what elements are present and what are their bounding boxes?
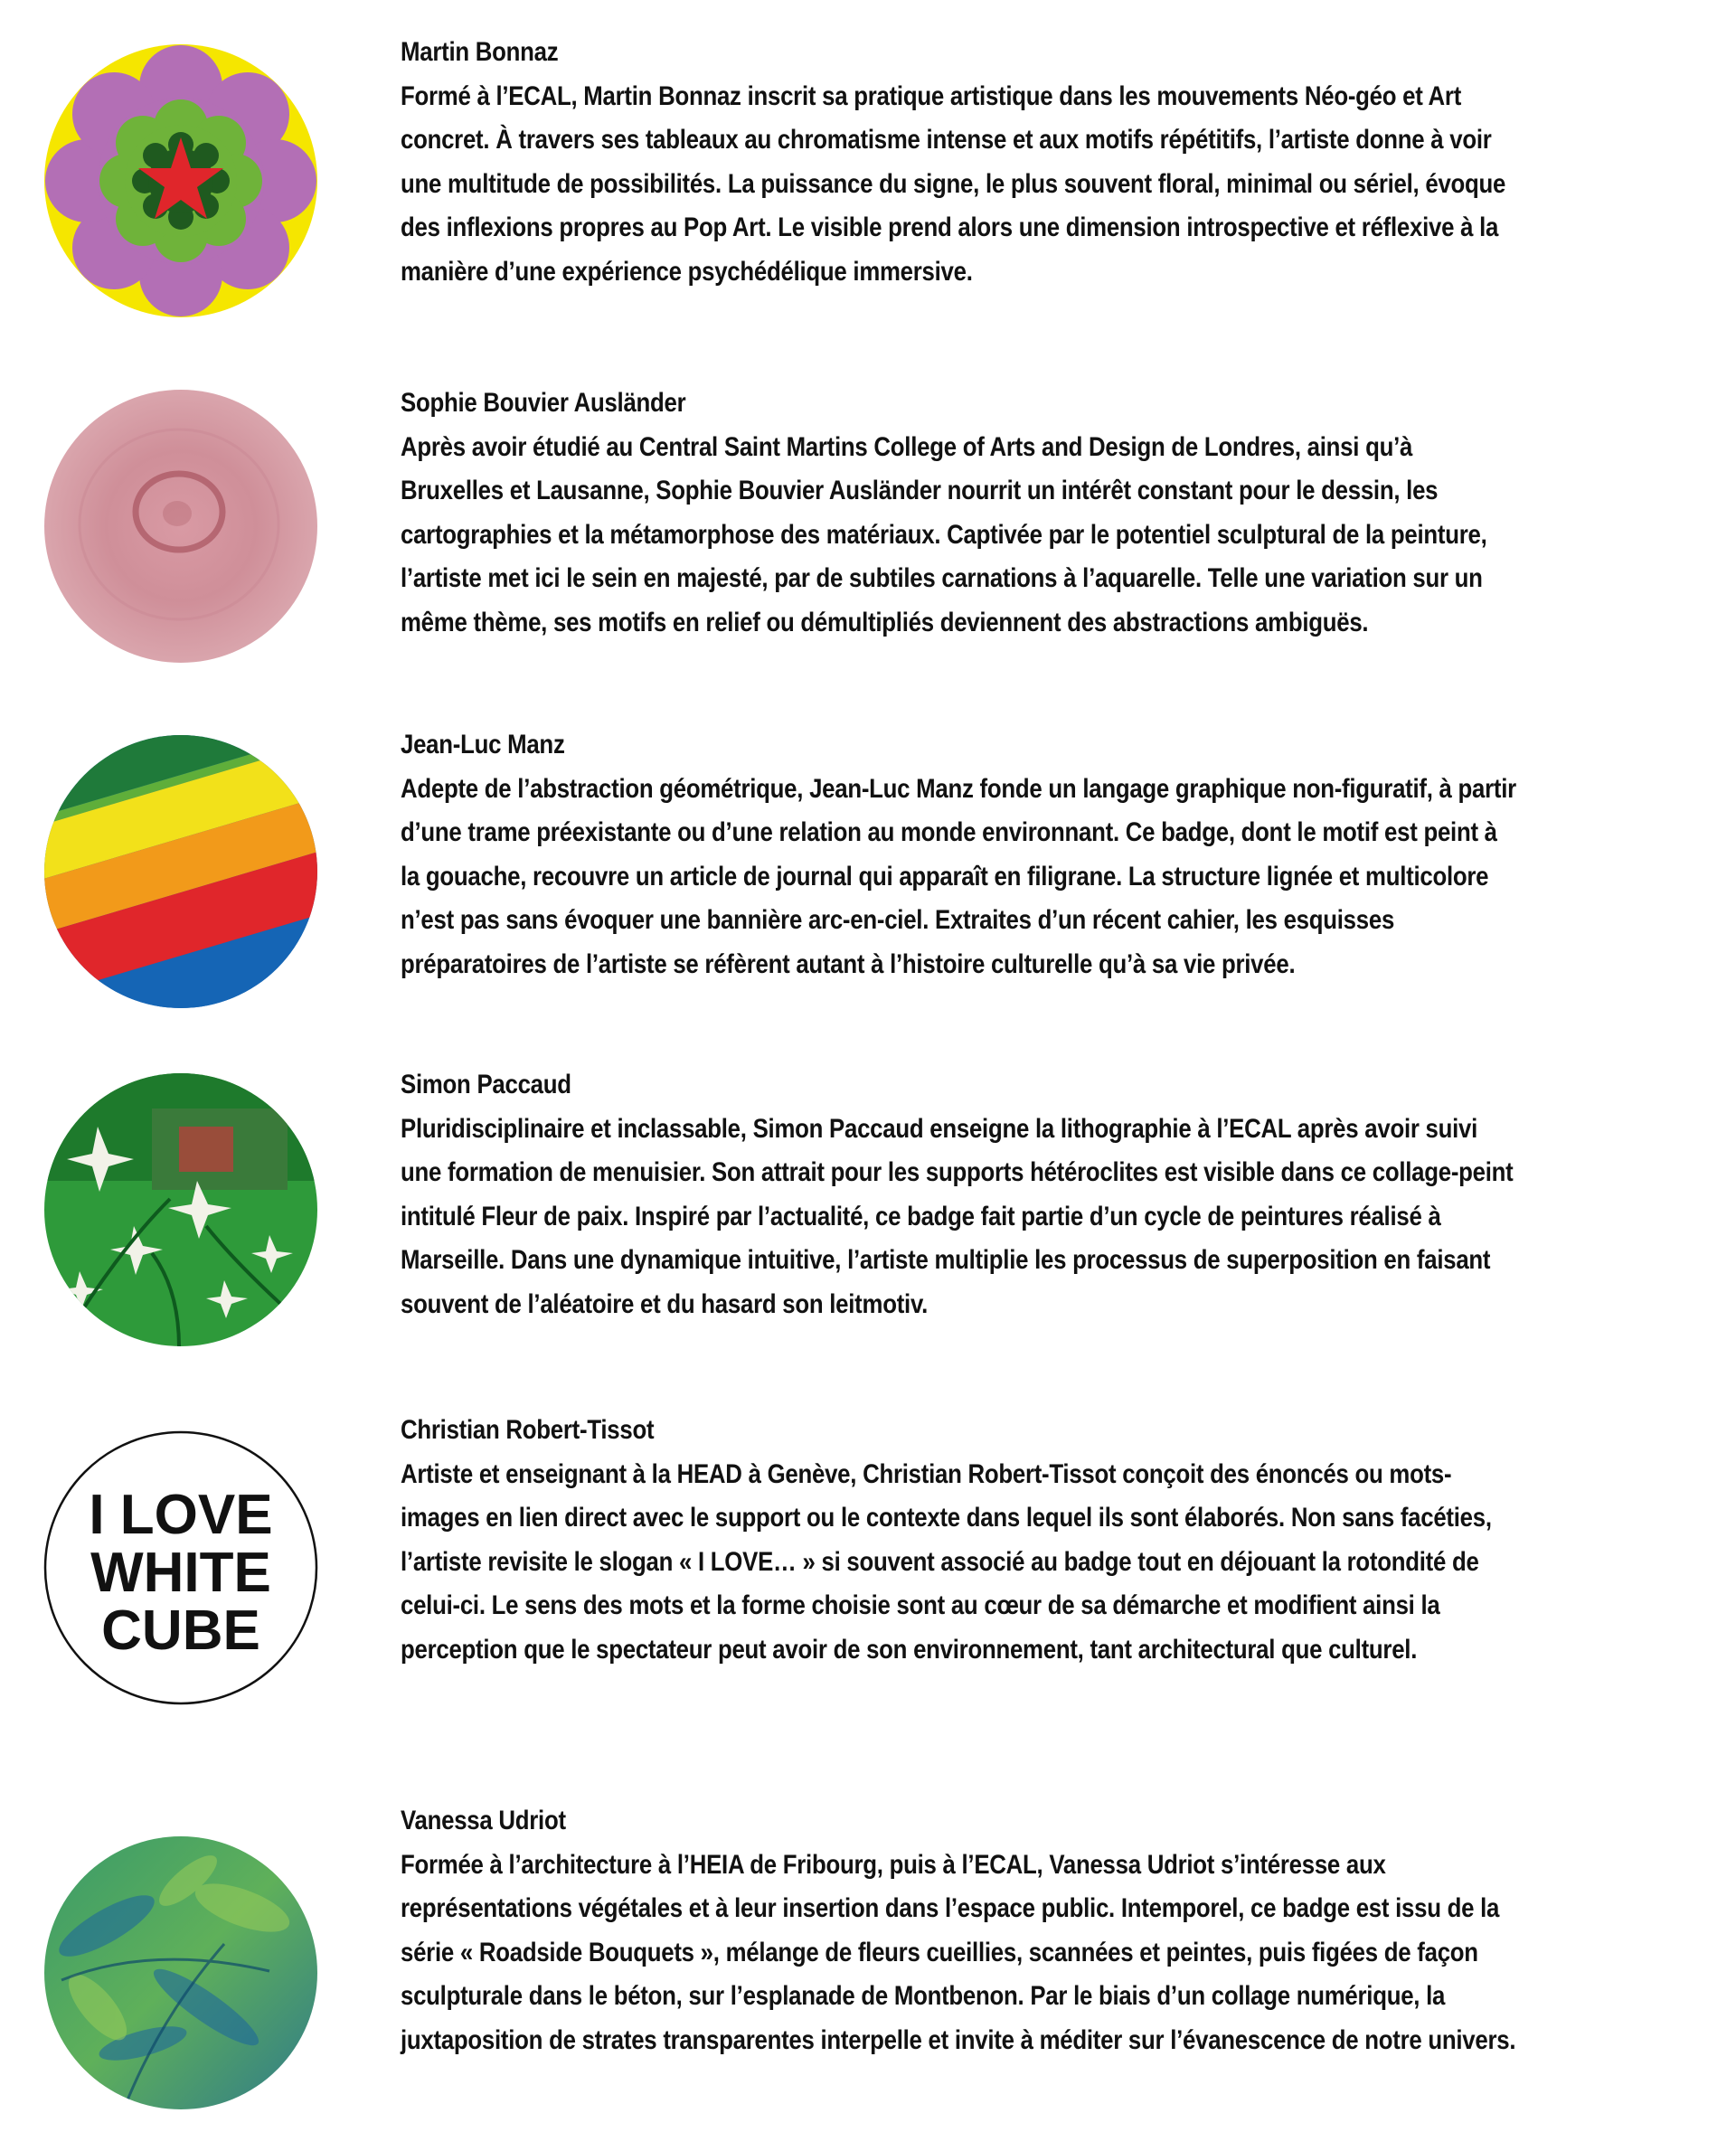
artist-name: Sophie Bouvier Ausländer [401, 388, 686, 418]
artist-bio: Adepte de l’abstraction géométrique, Jean-Luc Manz fonde un langage graphique non-figuratif, à partir d’une trame préexistante ou d’une relation au monde environnant. Ce badge, dont le motif est peint à la gouache, recouvre un article de journal qui apparaît en filigrane. La structure lignée et multicolore n’est pas sans évoquer une bannière arc-en-ciel. Extraites d’un récent cahier, les esquisses préparatoires de l’artiste se réfèrent autant à l’histoire culturelle qu’à sa vie privée. [401, 773, 1516, 979]
artist-bio: Formé à l’ECAL, Martin Bonnaz inscrit sa pratique artistique dans les mouvements Néo-géo et Art concret. À travers ses tableaux au chromatisme intense et aux motifs répétitifs, l’artiste donne à voir une multitude de possibilités. La puissance du signe, le plus souvent floral, minimal ou sériel, évoque des inflexions propres au Pop Art. Le visible prend alors une dimension introspective et réflexive à la manière d’une expérience psychédélique immersive. [401, 80, 1506, 287]
artist-bio: Après avoir étudié au Central Saint Martins College of Arts and Design de Londres, ainsi qu’à Bruxelles et Lausanne, Sophie Bouvier Ausländer nourrit un intérêt constant pour le dessin, les cartographies et la métamorphose des matériaux. Captivée par le potentiel sculptural de la peinture, l’artiste met ici le sein en majesté, par de subtiles carnations à l’aquarelle. Telle une variation sur un même thème, ses motifs en relief ou démultipliés deviennent des abstractions ambiguës. [401, 431, 1487, 637]
artist-name: Martin Bonnaz [401, 37, 559, 67]
text-badge-icon [43, 1430, 318, 1705]
artist-text [401, 31, 1520, 294]
artist-bio: Artiste et enseignant à la HEAD à Genève, Christian Robert-Tissot conçoit des énoncés ou mots-images en lien direct avec le support ou le contexte dans lequel ils sont élaborés. Non sans facéties, l’artiste revisite le slogan « I LOVE… » si souvent associé au badge tout en déjouant la rotondité de celui-ci. Le sens des mots et la forme choisie sont au cœur de sa démarche et modifient ainsi la perception que le spectateur peut avoir de son environnement, tant architectural que culturel. [401, 1458, 1492, 1665]
artist-bio: Pluridisciplinaire et inclassable, Simon Paccaud enseigne la lithographie à l’ECAL après avoir suivi une formation de menuisier. Son attrait pour les supports hétéroclites est visible dans ce collage-peint intitulé Fleur de paix. Inspiré par l’actualité, ce badge fait partie d’un cycle de peintures réalisé à Marseille. Dans une dynamique intuitive, l’artiste multiplie les processus de superposition en faisant souvent de l’aléatoire et du hasard son leitmotiv. [401, 1113, 1514, 1319]
artist-name: Jean-Luc Manz [401, 730, 565, 759]
badge-text-line: WHITE [90, 1542, 271, 1604]
badge-text-line: CUBE [101, 1599, 260, 1662]
rainbow-stripes-badge-icon [43, 734, 318, 1009]
watercolor-badge-icon [43, 389, 318, 664]
artist-text [401, 1063, 1520, 1326]
artist-name: Vanessa Udriot [401, 1806, 566, 1835]
artist-text [401, 382, 1520, 645]
floral-pop-badge-icon [43, 43, 318, 318]
badge-text-line: I LOVE [89, 1484, 273, 1546]
artist-text [401, 723, 1520, 986]
artist-name: Christian Robert-Tissot [401, 1415, 655, 1445]
artist-text [401, 1799, 1520, 2062]
artist-name: Simon Paccaud [401, 1070, 571, 1099]
flower-collage-badge-icon [43, 1072, 318, 1347]
leaf-collage-badge-icon [43, 1835, 318, 2110]
artist-bio: Formée à l’architecture à l’HEIA de Fribourg, puis à l’ECAL, Vanessa Udriot s’intéresse aux représentations végétales et à leur insertion dans l’espace public. Intemporel, ce badge est issu de la série « Roadside Bouquets », mélange de fleurs cueillies, scannées et peintes, puis figées de façon sculpturale dans le béton, sur l’esplanade de Montbenon. Par le biais d’un collage numérique, la juxtaposition de strates transparentes interpelle et invite à méditer sur l’évanescence de notre univers. [401, 1849, 1516, 2055]
artist-text [401, 1409, 1520, 1672]
